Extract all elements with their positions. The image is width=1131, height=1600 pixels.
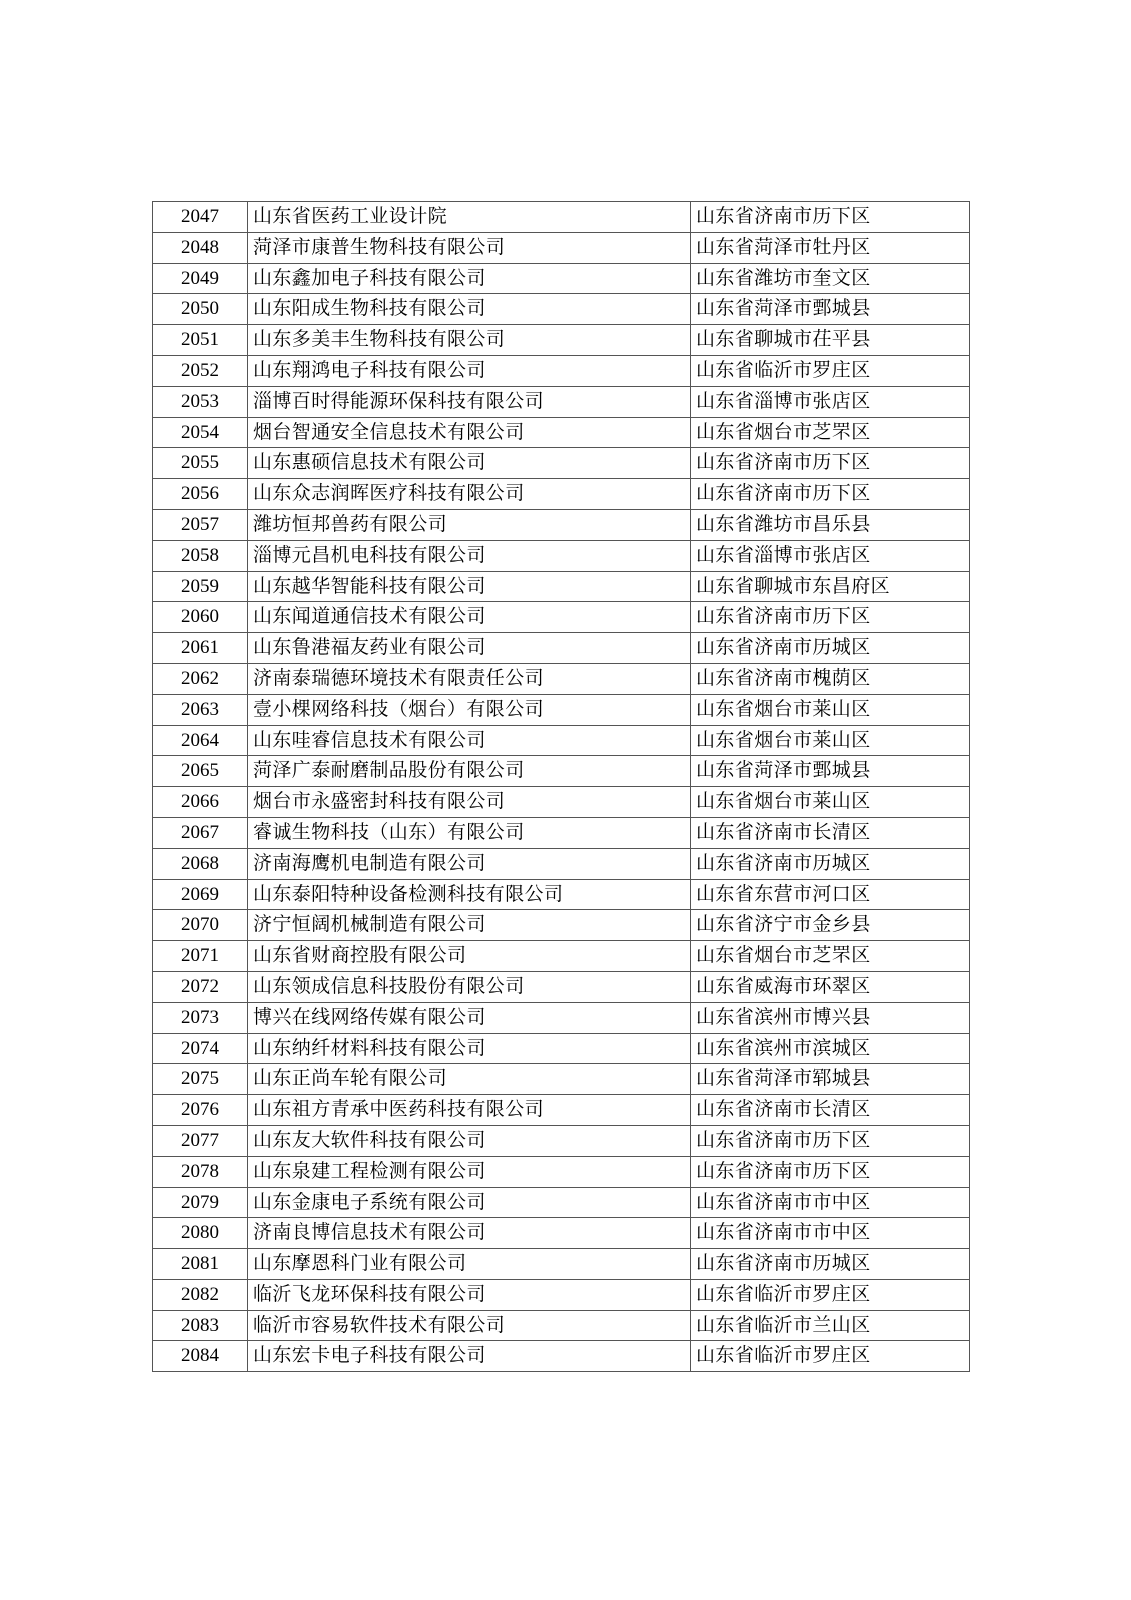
row-number-cell: 2062 — [153, 663, 248, 694]
location-cell: 山东省菏泽市鄄城县 — [691, 294, 970, 325]
company-name-cell: 淄博百时得能源环保科技有限公司 — [248, 386, 691, 417]
company-name-cell: 济南海鹰机电制造有限公司 — [248, 848, 691, 879]
location-cell: 山东省济南市历下区 — [691, 448, 970, 479]
table-row — [153, 787, 970, 818]
table-row — [153, 633, 970, 664]
row-number-cell: 2077 — [153, 1125, 248, 1156]
table-row — [153, 1002, 970, 1033]
company-name-cell: 山东纳纤材料科技有限公司 — [248, 1033, 691, 1064]
row-number-cell: 2075 — [153, 1064, 248, 1095]
table-row — [153, 417, 970, 448]
company-name-cell: 山东惠硕信息技术有限公司 — [248, 448, 691, 479]
location-cell: 山东省滨州市博兴县 — [691, 1002, 970, 1033]
table-row — [153, 1125, 970, 1156]
row-number-cell: 2059 — [153, 571, 248, 602]
row-number-cell: 2064 — [153, 725, 248, 756]
table-row — [153, 571, 970, 602]
company-name-cell: 山东领成信息科技股份有限公司 — [248, 971, 691, 1002]
table-row — [153, 355, 970, 386]
row-number-cell: 2068 — [153, 848, 248, 879]
company-name-cell: 济宁恒阔机械制造有限公司 — [248, 910, 691, 941]
table-row — [153, 386, 970, 417]
location-cell: 山东省济南市历城区 — [691, 848, 970, 879]
table-row — [153, 1156, 970, 1187]
location-cell: 山东省济南市历下区 — [691, 602, 970, 633]
row-number-cell: 2080 — [153, 1218, 248, 1249]
company-name-cell: 山东摩恩科门业有限公司 — [248, 1249, 691, 1280]
location-cell: 山东省济南市历城区 — [691, 1249, 970, 1280]
company-name-cell: 山东哇睿信息技术有限公司 — [248, 725, 691, 756]
table-row — [153, 540, 970, 571]
location-cell: 山东省烟台市莱山区 — [691, 694, 970, 725]
row-number-cell: 2081 — [153, 1249, 248, 1280]
location-cell: 山东省济南市市中区 — [691, 1187, 970, 1218]
company-name-cell: 山东泰阳特种设备检测科技有限公司 — [248, 879, 691, 910]
location-cell: 山东省济南市历下区 — [691, 479, 970, 510]
company-name-cell: 山东省财商控股有限公司 — [248, 941, 691, 972]
table-row — [153, 509, 970, 540]
row-number-cell: 2047 — [153, 202, 248, 233]
table-row — [153, 879, 970, 910]
row-number-cell: 2058 — [153, 540, 248, 571]
company-name-cell: 淄博元昌机电科技有限公司 — [248, 540, 691, 571]
row-number-cell: 2065 — [153, 756, 248, 787]
location-cell: 山东省济南市长清区 — [691, 817, 970, 848]
row-number-cell: 2076 — [153, 1095, 248, 1126]
company-name-cell: 山东省医药工业设计院 — [248, 202, 691, 233]
location-cell: 山东省济南市历下区 — [691, 1125, 970, 1156]
company-name-cell: 山东翔鸿电子科技有限公司 — [248, 355, 691, 386]
company-name-cell: 济南良博信息技术有限公司 — [248, 1218, 691, 1249]
location-cell: 山东省济南市历城区 — [691, 633, 970, 664]
table-row — [153, 1033, 970, 1064]
company-name-cell: 山东友大软件科技有限公司 — [248, 1125, 691, 1156]
table-row — [153, 479, 970, 510]
company-name-cell: 临沂市容易软件技术有限公司 — [248, 1310, 691, 1341]
company-name-cell: 山东众志润晖医疗科技有限公司 — [248, 479, 691, 510]
row-number-cell: 2078 — [153, 1156, 248, 1187]
company-name-cell: 山东阳成生物科技有限公司 — [248, 294, 691, 325]
location-cell: 山东省临沂市兰山区 — [691, 1310, 970, 1341]
row-number-cell: 2053 — [153, 386, 248, 417]
location-cell: 山东省济南市槐荫区 — [691, 663, 970, 694]
company-name-cell: 山东金康电子系统有限公司 — [248, 1187, 691, 1218]
location-cell: 山东省聊城市茌平县 — [691, 325, 970, 356]
table-row — [153, 1187, 970, 1218]
company-name-cell: 烟台市永盛密封科技有限公司 — [248, 787, 691, 818]
table-row — [153, 1249, 970, 1280]
table-row — [153, 971, 970, 1002]
table-row — [153, 725, 970, 756]
location-cell: 山东省菏泽市鄄城县 — [691, 756, 970, 787]
location-cell: 山东省济南市市中区 — [691, 1218, 970, 1249]
table-row — [153, 1218, 970, 1249]
row-number-cell: 2079 — [153, 1187, 248, 1218]
company-name-cell: 博兴在线网络传媒有限公司 — [248, 1002, 691, 1033]
table-row — [153, 602, 970, 633]
table-row — [153, 848, 970, 879]
table-row — [153, 325, 970, 356]
row-number-cell: 2063 — [153, 694, 248, 725]
row-number-cell: 2066 — [153, 787, 248, 818]
table-row — [153, 941, 970, 972]
row-number-cell: 2082 — [153, 1279, 248, 1310]
row-number-cell: 2054 — [153, 417, 248, 448]
table-row — [153, 1064, 970, 1095]
company-name-cell: 菏泽市康普生物科技有限公司 — [248, 232, 691, 263]
table-row — [153, 1095, 970, 1126]
table-row — [153, 448, 970, 479]
company-table — [152, 201, 970, 1372]
location-cell: 山东省滨州市滨城区 — [691, 1033, 970, 1064]
company-name-cell: 济南泰瑞德环境技术有限责任公司 — [248, 663, 691, 694]
table-row — [153, 756, 970, 787]
location-cell: 山东省东营市河口区 — [691, 879, 970, 910]
company-name-cell: 菏泽广泰耐磨制品股份有限公司 — [248, 756, 691, 787]
company-name-cell: 烟台智通安全信息技术有限公司 — [248, 417, 691, 448]
row-number-cell: 2055 — [153, 448, 248, 479]
location-cell: 山东省烟台市芝罘区 — [691, 941, 970, 972]
table-row — [153, 1310, 970, 1341]
location-cell: 山东省济南市历下区 — [691, 1156, 970, 1187]
row-number-cell: 2057 — [153, 509, 248, 540]
row-number-cell: 2073 — [153, 1002, 248, 1033]
table-row — [153, 910, 970, 941]
row-number-cell: 2048 — [153, 232, 248, 263]
company-name-cell: 潍坊恒邦兽药有限公司 — [248, 509, 691, 540]
location-cell: 山东省菏泽市牡丹区 — [691, 232, 970, 263]
location-cell: 山东省菏泽市郓城县 — [691, 1064, 970, 1095]
location-cell: 山东省烟台市莱山区 — [691, 725, 970, 756]
row-number-cell: 2052 — [153, 355, 248, 386]
location-cell: 山东省临沂市罗庄区 — [691, 355, 970, 386]
row-number-cell: 2084 — [153, 1341, 248, 1372]
row-number-cell: 2051 — [153, 325, 248, 356]
location-cell: 山东省临沂市罗庄区 — [691, 1279, 970, 1310]
location-cell: 山东省威海市环翠区 — [691, 971, 970, 1002]
company-name-cell: 山东泉建工程检测有限公司 — [248, 1156, 691, 1187]
table-row — [153, 1341, 970, 1372]
company-name-cell: 山东鑫加电子科技有限公司 — [248, 263, 691, 294]
location-cell: 山东省聊城市东昌府区 — [691, 571, 970, 602]
table-row — [153, 663, 970, 694]
row-number-cell: 2070 — [153, 910, 248, 941]
row-number-cell: 2061 — [153, 633, 248, 664]
company-name-cell: 山东祖方青承中医药科技有限公司 — [248, 1095, 691, 1126]
table-row — [153, 817, 970, 848]
table-row — [153, 694, 970, 725]
row-number-cell: 2050 — [153, 294, 248, 325]
location-cell: 山东省烟台市莱山区 — [691, 787, 970, 818]
company-table-body — [153, 202, 970, 1372]
location-cell: 山东省济宁市金乡县 — [691, 910, 970, 941]
table-row — [153, 232, 970, 263]
company-name-cell: 山东多美丰生物科技有限公司 — [248, 325, 691, 356]
row-number-cell: 2060 — [153, 602, 248, 633]
company-name-cell: 山东鲁港福友药业有限公司 — [248, 633, 691, 664]
location-cell: 山东省济南市长清区 — [691, 1095, 970, 1126]
company-name-cell: 山东正尚车轮有限公司 — [248, 1064, 691, 1095]
location-cell: 山东省济南市历下区 — [691, 202, 970, 233]
row-number-cell: 2069 — [153, 879, 248, 910]
table-row — [153, 1279, 970, 1310]
row-number-cell: 2072 — [153, 971, 248, 1002]
company-name-cell: 睿诚生物科技（山东）有限公司 — [248, 817, 691, 848]
row-number-cell: 2067 — [153, 817, 248, 848]
location-cell: 山东省淄博市张店区 — [691, 540, 970, 571]
row-number-cell: 2049 — [153, 263, 248, 294]
company-name-cell: 壹小棵网络科技（烟台）有限公司 — [248, 694, 691, 725]
location-cell: 山东省潍坊市奎文区 — [691, 263, 970, 294]
row-number-cell: 2083 — [153, 1310, 248, 1341]
company-name-cell: 山东闻道通信技术有限公司 — [248, 602, 691, 633]
row-number-cell: 2071 — [153, 941, 248, 972]
location-cell: 山东省烟台市芝罘区 — [691, 417, 970, 448]
location-cell: 山东省淄博市张店区 — [691, 386, 970, 417]
location-cell: 山东省潍坊市昌乐县 — [691, 509, 970, 540]
location-cell: 山东省临沂市罗庄区 — [691, 1341, 970, 1372]
table-row — [153, 202, 970, 233]
table-row — [153, 263, 970, 294]
company-name-cell: 山东宏卡电子科技有限公司 — [248, 1341, 691, 1372]
company-name-cell: 山东越华智能科技有限公司 — [248, 571, 691, 602]
table-row — [153, 294, 970, 325]
company-name-cell: 临沂飞龙环保科技有限公司 — [248, 1279, 691, 1310]
row-number-cell: 2074 — [153, 1033, 248, 1064]
row-number-cell: 2056 — [153, 479, 248, 510]
